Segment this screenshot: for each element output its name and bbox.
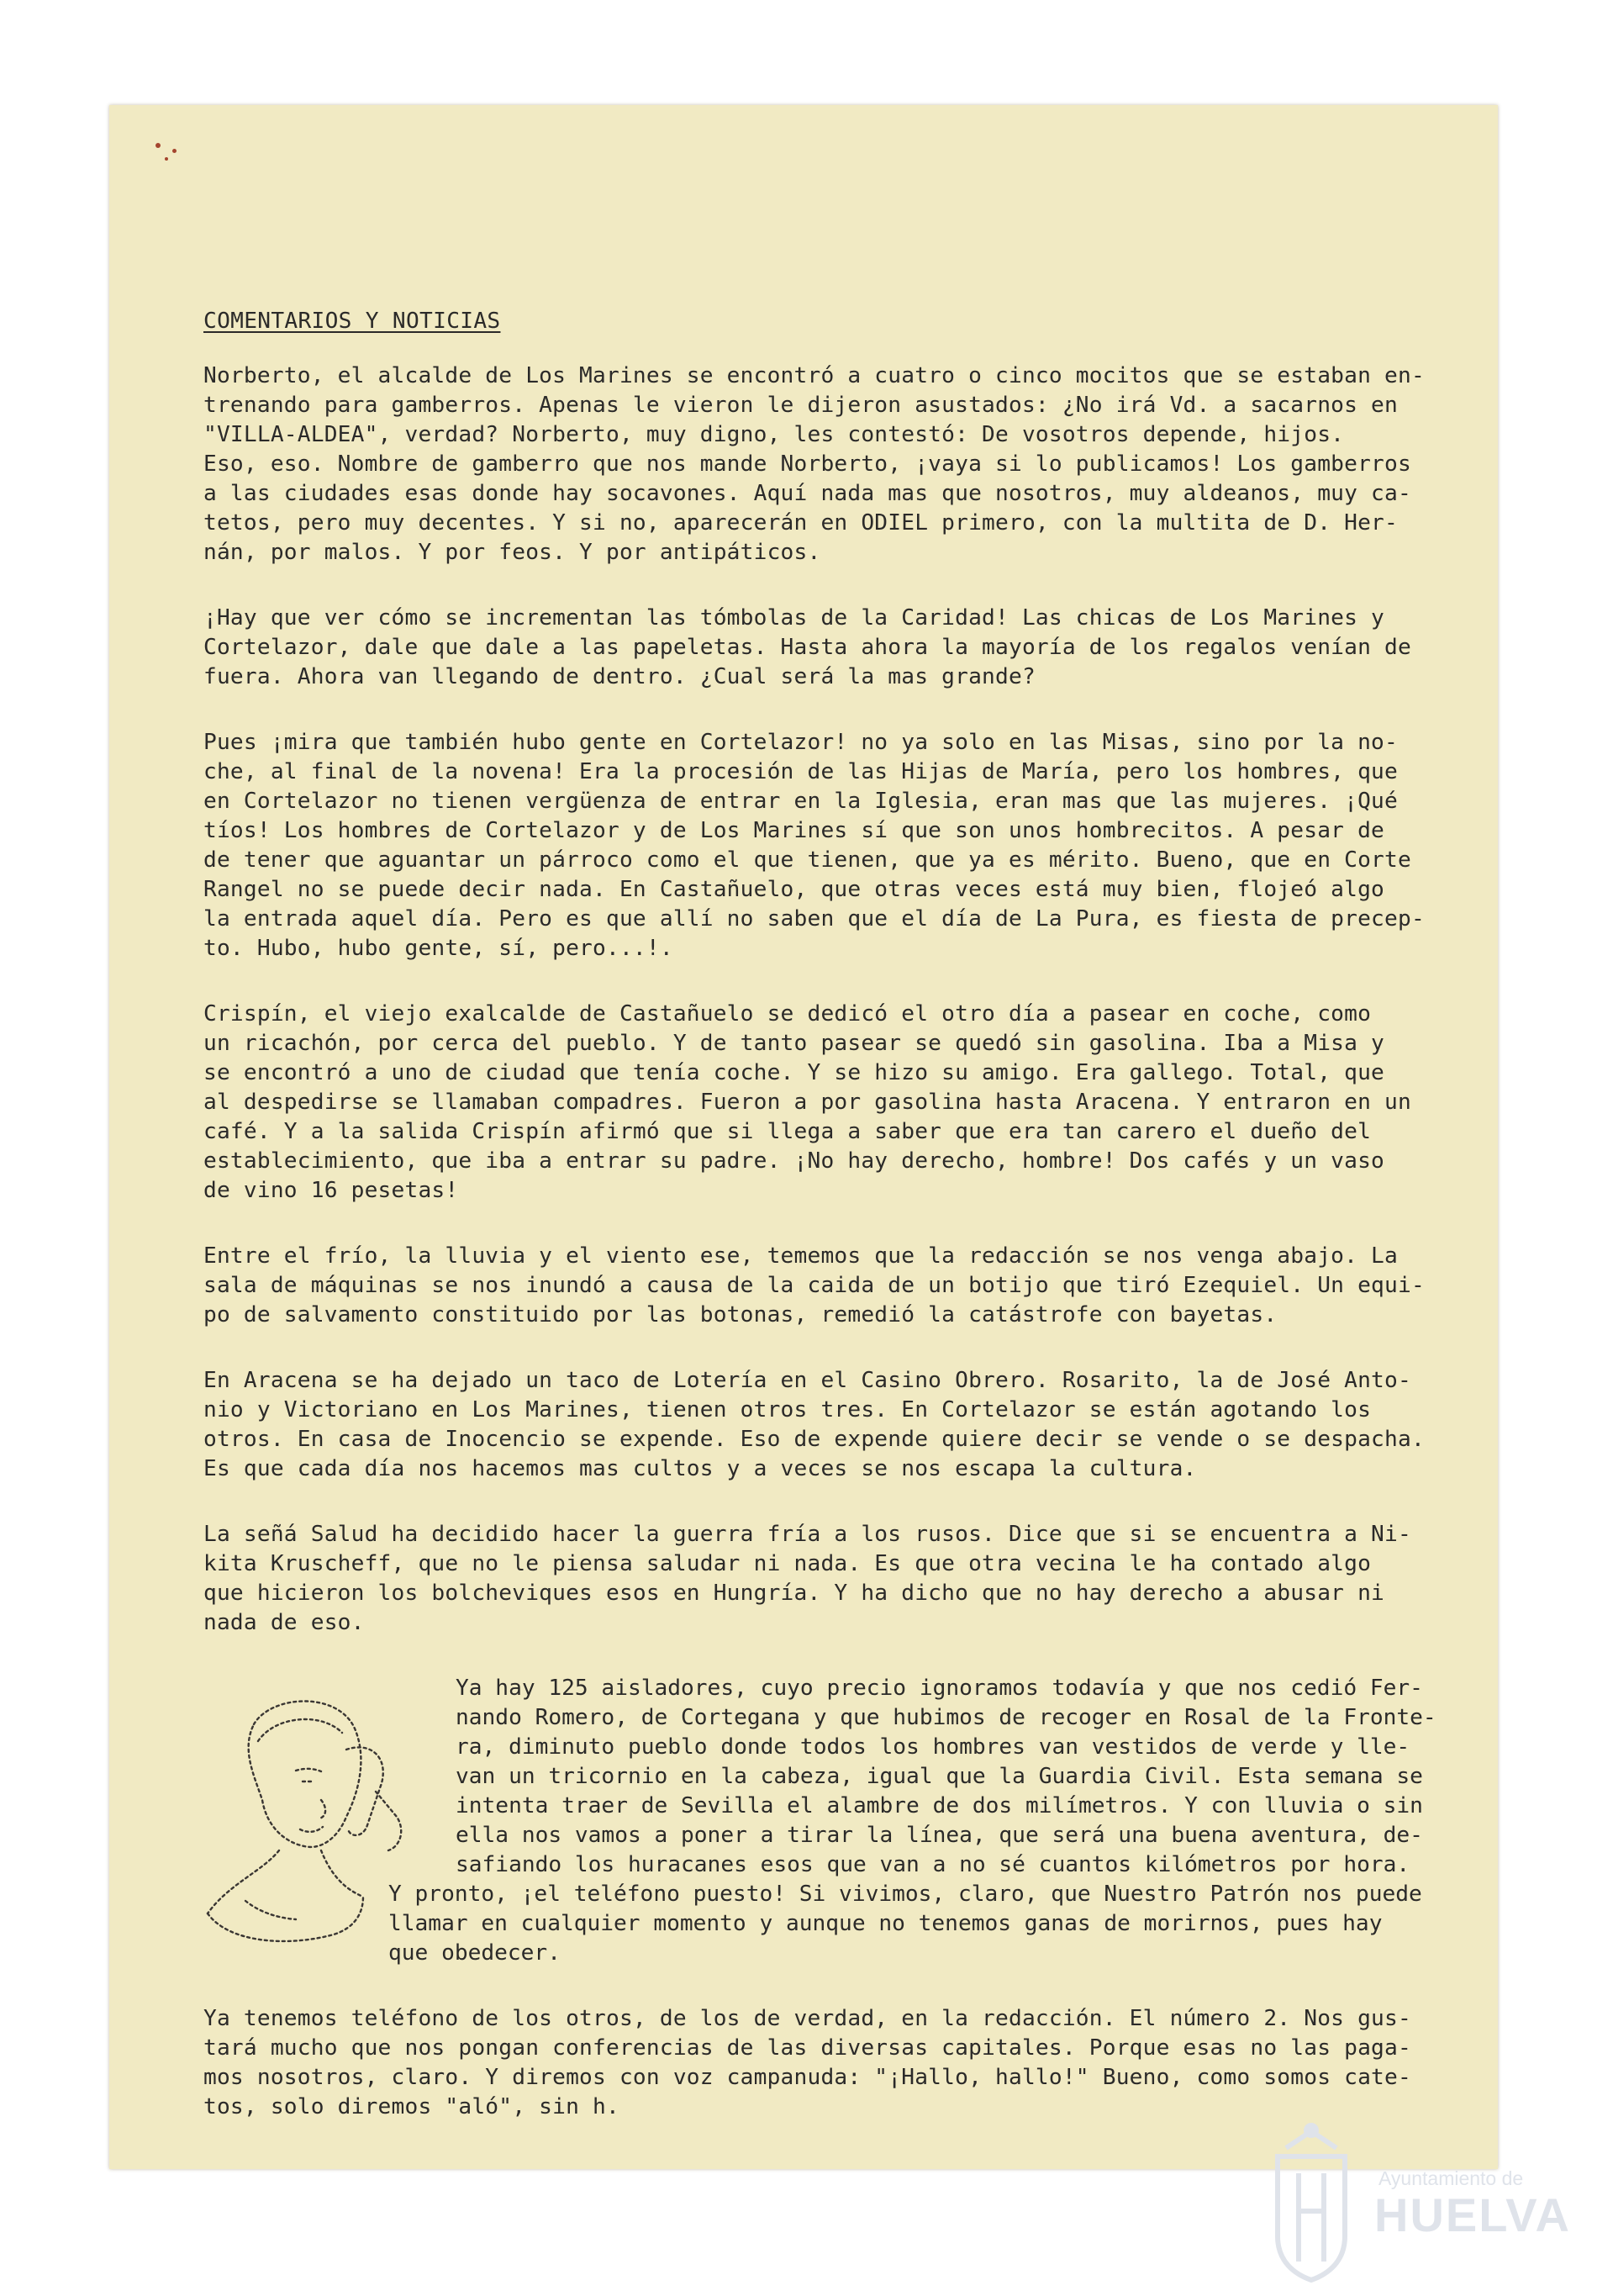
text-line: otros. En casa de Inocencio se expende. Eso de expende quiere decir se vende o se despacha.: [203, 1427, 1425, 1452]
paragraph: [203, 1242, 1447, 1330]
text-line: en Cortelazor no tienen vergüenza de entrar en la Iglesia, eran mas que las mujeres. ¡Qué: [203, 789, 1398, 814]
text-line: ella nos vamos a poner a tirar la línea, que será una buena aventura, de-: [456, 1823, 1423, 1848]
text-line: se encontró a uno de ciudad que tenía coche. Y se hizo su amigo. Era gallego. Total, que: [203, 1060, 1385, 1085]
watermark-line2: HUELVA: [1374, 2188, 1571, 2241]
text-line: que obedecer.: [388, 1940, 561, 1966]
paragraph: [203, 728, 1447, 963]
text-line: van un tricornio en la cabeza, igual que la Guardia Civil. Esta semana se: [456, 1764, 1423, 1789]
text-line: de tener que aguantar un párroco como el que tienen, que ya es mérito. Bueno, que en Corte: [203, 847, 1411, 873]
text-line: che, al final de la novena! Era la procesión de las Hijas de María, pero los hombres, que: [203, 759, 1398, 784]
paragraph: [203, 1520, 1447, 1638]
paragraph: [203, 1000, 1447, 1206]
text-line: tíos! Los hombres de Cortelazor y de Los Marines sí que son unos hombrecitos. A pesar de: [203, 818, 1385, 843]
text-line: ra, diminuto pueblo donde todos los hombres van vestidos de verde y lle-: [456, 1734, 1410, 1760]
coat-of-arms-icon: [1261, 2119, 1362, 2287]
text-line: sala de máquinas se nos inundó a causa de la caida de un botijo que tiró Ezequiel. Un equi-: [203, 1273, 1425, 1298]
text-line: establecimiento, que iba a entrar su padre. ¡No hay derecho, hombre! Dos cafés y un vaso: [203, 1148, 1385, 1174]
text-line: a las ciudades esas donde hay socavones. Aquí nada mas que nosotros, muy aldeanos, muy ca-: [203, 481, 1411, 506]
paragraph: [203, 1366, 1447, 1484]
text-line: café. Y a la salida Crispín afirmó que si llega a saber que era tan carero el dueño del: [203, 1119, 1372, 1144]
text-line: tos, solo diremos "aló", sin h.: [203, 2094, 619, 2119]
text-line: que hicieron los bolcheviques esos en Hungría. Y ha dicho que no hay derecho a abusar ni: [203, 1581, 1385, 1606]
archive-watermark: [1261, 2119, 1593, 2287]
text-line: Crispín, el viejo exalcalde de Castañuelo se dedicó el otro día a pasear en coche, como: [203, 1001, 1372, 1027]
text-line: Y pronto, ¡el teléfono puesto! Si vivimos, claro, que Nuestro Patrón nos puede: [388, 1882, 1422, 1907]
text-line: al despedirse se llamaban compadres. Fueron a por gasolina hasta Aracena. Y entraron en un: [203, 1090, 1411, 1115]
text-line: tará mucho que nos pongan conferencias de las diversas capitales. Porque esas no las paga-: [203, 2035, 1411, 2061]
text-line: safiando los huracanes esos que van a no sé cuantos kilómetros por hora.: [456, 1852, 1410, 1877]
text-line: la entrada aquel día. Pero es que allí no saben que el día de La Pura, es fiesta de precep-: [203, 906, 1425, 932]
text-line: mos nosotros, claro. Y diremos con voz campanuda: "¡Hallo, hallo!" Bueno, como somos cate-: [203, 2065, 1411, 2090]
final-paragraph: [203, 2004, 1447, 2122]
text-line: Pues ¡mira que también hubo gente en Cortelazor! no ya solo en las Misas, sino por la no-: [203, 730, 1398, 755]
text-line: Norberto, el alcalde de Los Marines se encontró a cuatro o cinco mocitos que se estaban en-: [203, 363, 1425, 388]
text-line: nio y Victoriano en Los Marines, tienen otros tres. En Cortelazor se están agotando los: [203, 1397, 1372, 1422]
text-line: Entre el frío, la lluvia y el viento ese, tememos que la redacción se nos venga abajo. La: [203, 1243, 1398, 1269]
text-line: Ya hay 125 aisladores, cuyo precio ignoramos todavía y que nos cedió Fer-: [456, 1676, 1423, 1701]
text-line: La señá Salud ha decidido hacer la guerra fría a los rusos. Dice que si se encuentra a Ni-: [203, 1522, 1411, 1547]
text-line: Rangel no se puede decir nada. En Castañuelo, que otras veces está muy bien, flojeó algo: [203, 877, 1385, 902]
text-line: trenando para gamberros. Apenas le vieron le dijeron asustados: ¿No irá Vd. a sacarnos en: [203, 393, 1398, 418]
page-heading: COMENTARIOS Y NOTICIAS: [203, 309, 501, 334]
ink-speck: [156, 143, 161, 148]
text-line: nán, por malos. Y por feos. Y por antipáticos.: [203, 540, 821, 565]
text-line: nada de eso.: [203, 1610, 365, 1635]
text-line: tetos, pero muy decentes. Y si no, aparecerán en ODIEL primero, con la multita de D. Her-: [203, 510, 1398, 536]
text-line: "VILLA-ALDEA", verdad? Norberto, muy digno, les contestó: De vosotros depende, hijos.: [203, 422, 1345, 447]
text-line: de vino 16 pesetas!: [203, 1178, 459, 1203]
paragraph: [203, 604, 1447, 692]
text-line: kita Kruscheff, que no le piensa saludar ni nada. Es que otra vecina le ha contado algo: [203, 1551, 1372, 1576]
text-line: Es que cada día nos hacemos mas cultos y a veces se nos escapa la cultura.: [203, 1456, 1197, 1481]
text-line: fuera. Ahora van llegando de dentro. ¿Cual será la mas grande?: [203, 664, 1036, 689]
text-line: Cortelazor, dale que dale a las papeletas. Hasta ahora la mayoría de los regalos venían de: [203, 635, 1411, 660]
paragraph: [203, 362, 1447, 567]
text-line: po de salvamento constituido por las botonas, remedió la catástrofe con bayetas.: [203, 1302, 1278, 1327]
telephone-caller-sketch-icon: [195, 1691, 414, 1951]
text-line: nando Romero, de Cortegana y que hubimos de recoger en Rosal de la Fronte-: [456, 1705, 1436, 1730]
text-line: llamar en cualquier momento y aunque no tenemos ganas de morirnos, pues hay: [388, 1911, 1383, 1936]
watermark-line1: Ayuntamiento de: [1378, 2167, 1524, 2189]
text-line: un ricachón, por cerca del pueblo. Y de tanto pasear se quedó sin gasolina. Iba a Misa y: [203, 1031, 1385, 1056]
ink-speck: [172, 149, 177, 153]
typed-page: [109, 105, 1498, 2169]
text-line: to. Hubo, hubo gente, sí, pero...!.: [203, 936, 673, 961]
text-line: Eso, eso. Nombre de gamberro que nos mande Norberto, ¡vaya si lo publicamos! Los gamberros: [203, 451, 1411, 477]
ink-speck: [165, 157, 168, 161]
text-line: ¡Hay que ver cómo se incrementan las tómbolas de la Caridad! Las chicas de Los Marines y: [203, 605, 1385, 631]
article-body: [203, 307, 1447, 2158]
text-line: Ya tenemos teléfono de los otros, de los de verdad, en la redacción. El número 2. Nos gus-: [203, 2006, 1411, 2031]
paragraph-list: [203, 362, 1447, 1638]
illustrated-paragraph: [203, 1674, 1447, 1968]
text-line: intenta traer de Sevilla el alambre de dos milímetros. Y con lluvia o sin: [456, 1793, 1423, 1818]
text-line: En Aracena se ha dejado un taco de Lotería en el Casino Obrero. Rosarito, la de José Anto-: [203, 1368, 1411, 1393]
